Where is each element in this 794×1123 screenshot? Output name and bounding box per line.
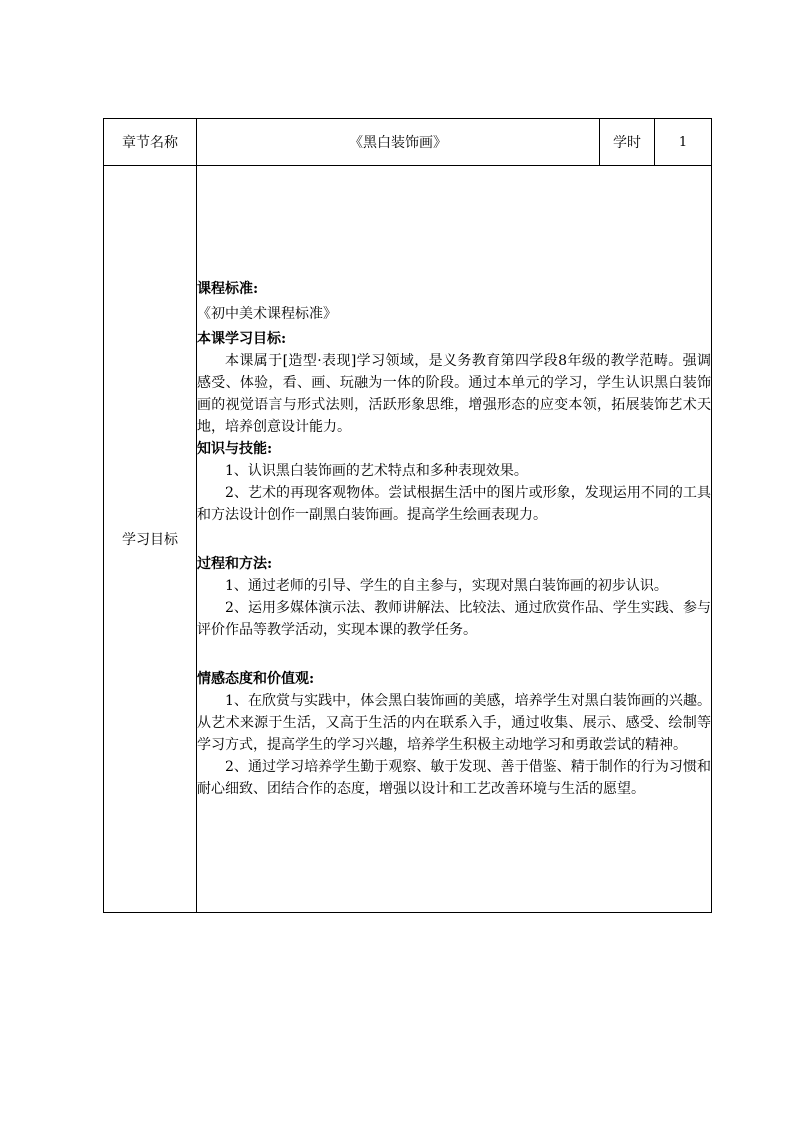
objectives-content: [197, 166, 712, 913]
knowledge-item: 2、艺术的再现客观物体。尝试根据生活中的图片或形象，发现运用不同的工具和方法设计创作一副黑白装饰画。提高学生绘画表现力。: [197, 485, 711, 523]
standard-heading: 课程标准:: [197, 281, 259, 297]
goal-text: 本课属于[造型·表现]学习领域，是义务教育第四学段8年级的教学范畴。强调感受、体验，看、画、玩融为一体的阶段。通过本单元的学习，学生认识黑白装饰画的视觉语言与形式法则，活跃形象思维，增强形态的应变本领，拓展装饰艺术天地，培养创意设计能力。: [197, 353, 711, 435]
chapter-title: 《黑白装饰画》: [197, 119, 600, 166]
objectives-label: 学习目标: [104, 166, 197, 913]
emotion-heading: 情感态度和价值观:: [197, 671, 315, 687]
emotion-item: 2、通过学习培养学生勤于观察、敏于发现、善于借鉴、精于制作的行为习惯和耐心细致、团结合作的态度，增强以设计和工艺改善环境与生活的愿望。: [197, 759, 711, 797]
process-item: 1、通过老师的引导、学生的自主参与，实现对黑白装饰画的初步认识。: [225, 578, 668, 594]
hours-label: 学时: [600, 119, 655, 166]
standard-text: 《初中美术课程标准》: [197, 306, 337, 322]
process-item: 2、运用多媒体演示法、教师讲解法、比较法、通过欣赏作品、学生实践、参与评价作品等教学活动，实现本课的教学任务。: [197, 600, 711, 638]
knowledge-item: 1、认识黑白装饰画的艺术特点和多种表现效果。: [225, 463, 528, 479]
spacer: [197, 526, 711, 553]
goal-heading: 本课学习目标:: [197, 331, 287, 347]
lesson-plan-table: [103, 118, 712, 913]
spacer: [197, 641, 711, 668]
header-row: [104, 119, 712, 166]
objectives-row: [104, 166, 712, 913]
chapter-label: 章节名称: [104, 119, 197, 166]
knowledge-heading: 知识与技能:: [197, 441, 273, 457]
hours-value: 1: [655, 119, 712, 166]
emotion-item: 1、在欣赏与实践中，体会黑白装饰画的美感，培养学生对黑白装饰画的兴趣。从艺术来源于生活，又高于生活的内在联系入手，通过收集、展示、感受、绘制等学习方式，提高学生的学习兴趣，培养学生积极主动地学习和勇敢尝试的精神。: [197, 693, 711, 753]
process-heading: 过程和方法:: [197, 556, 273, 572]
